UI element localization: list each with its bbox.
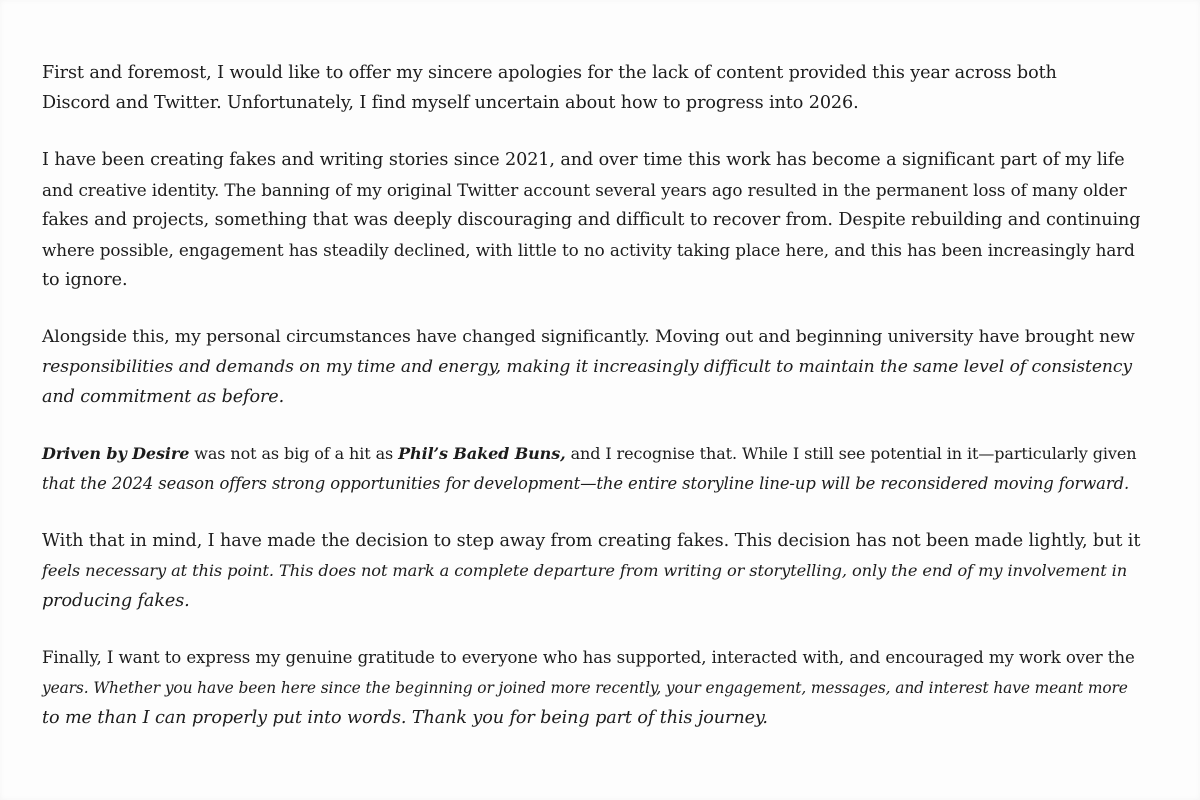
text-line: With that in mind, I have made the decision to step away from creating fakes. This decision has not been made lightly, but it xyxy=(42,531,1141,551)
text-line: and commitment as before. xyxy=(42,387,285,407)
text-line: that the 2024 season offers strong opportunities for development—the entire storyline line-up will be reconsidered moving forward. xyxy=(42,474,1130,493)
text-line: Finally, I want to express my genuine gratitude to everyone who has supported, interacted with, and encouraged my work over the xyxy=(42,648,1135,667)
paragraph-apology xyxy=(42,58,1120,118)
text-line: where possible, engagement has steadily declined, with little to no activity taking place here, and this has been increasingly hard xyxy=(42,240,1135,260)
paragraph-storylines xyxy=(42,439,1137,499)
text-line: and creative identity. The banning of my original Twitter account several years ago resulted in the permanent loss of many older xyxy=(42,180,1127,200)
text-line: First and foremost, I would like to offer my sincere apologies for the lack of content provided this year across both xyxy=(42,63,1057,83)
text-line: years. Whether you have been here since the beginning or joined more recently, your engagement, messages, and interest have meant more xyxy=(42,679,1128,697)
text-line: fakes and projects, something that was deeply discouraging and difficult to recover from. Despite rebuilding and continuing xyxy=(42,210,1141,230)
text-line: to me than I can properly put into words. Thank you for being part of this journey. xyxy=(42,708,768,728)
text-line: Alongside this, my personal circumstances have changed significantly. Moving out and beginning university have brought new xyxy=(42,327,1135,347)
text-fragment: was not as big of a hit as xyxy=(189,444,399,463)
text-line xyxy=(42,439,1137,469)
text-line: I have been creating fakes and writing stories since 2021, and over time this work has become a significant part of my life xyxy=(42,150,1125,170)
text-line: Discord and Twitter. Unfortunately, I find myself uncertain about how to progress into 2026. xyxy=(42,93,859,113)
text-line: to ignore. xyxy=(42,270,128,290)
paragraph-gratitude xyxy=(42,643,1135,733)
story-title-phils-baked-buns: Phil’s Baked Buns, xyxy=(398,444,566,463)
text-line: responsibilities and demands on my time and energy, making it increasingly difficult to maintain the same level of consistency xyxy=(42,357,1133,377)
text-line: producing fakes. xyxy=(42,591,190,611)
story-title-driven-by-desire: Driven by Desire xyxy=(42,444,190,463)
text-line: feels necessary at this point. This does not mark a complete departure from writing or storytelling, only the end of my involvement in xyxy=(42,561,1128,580)
text-fragment: and I recognise that. While I still see potential in it—particularly given xyxy=(565,444,1137,463)
paragraph-history xyxy=(42,145,1141,295)
paragraph-circumstances xyxy=(42,322,1135,412)
paragraph-decision xyxy=(42,526,1141,616)
